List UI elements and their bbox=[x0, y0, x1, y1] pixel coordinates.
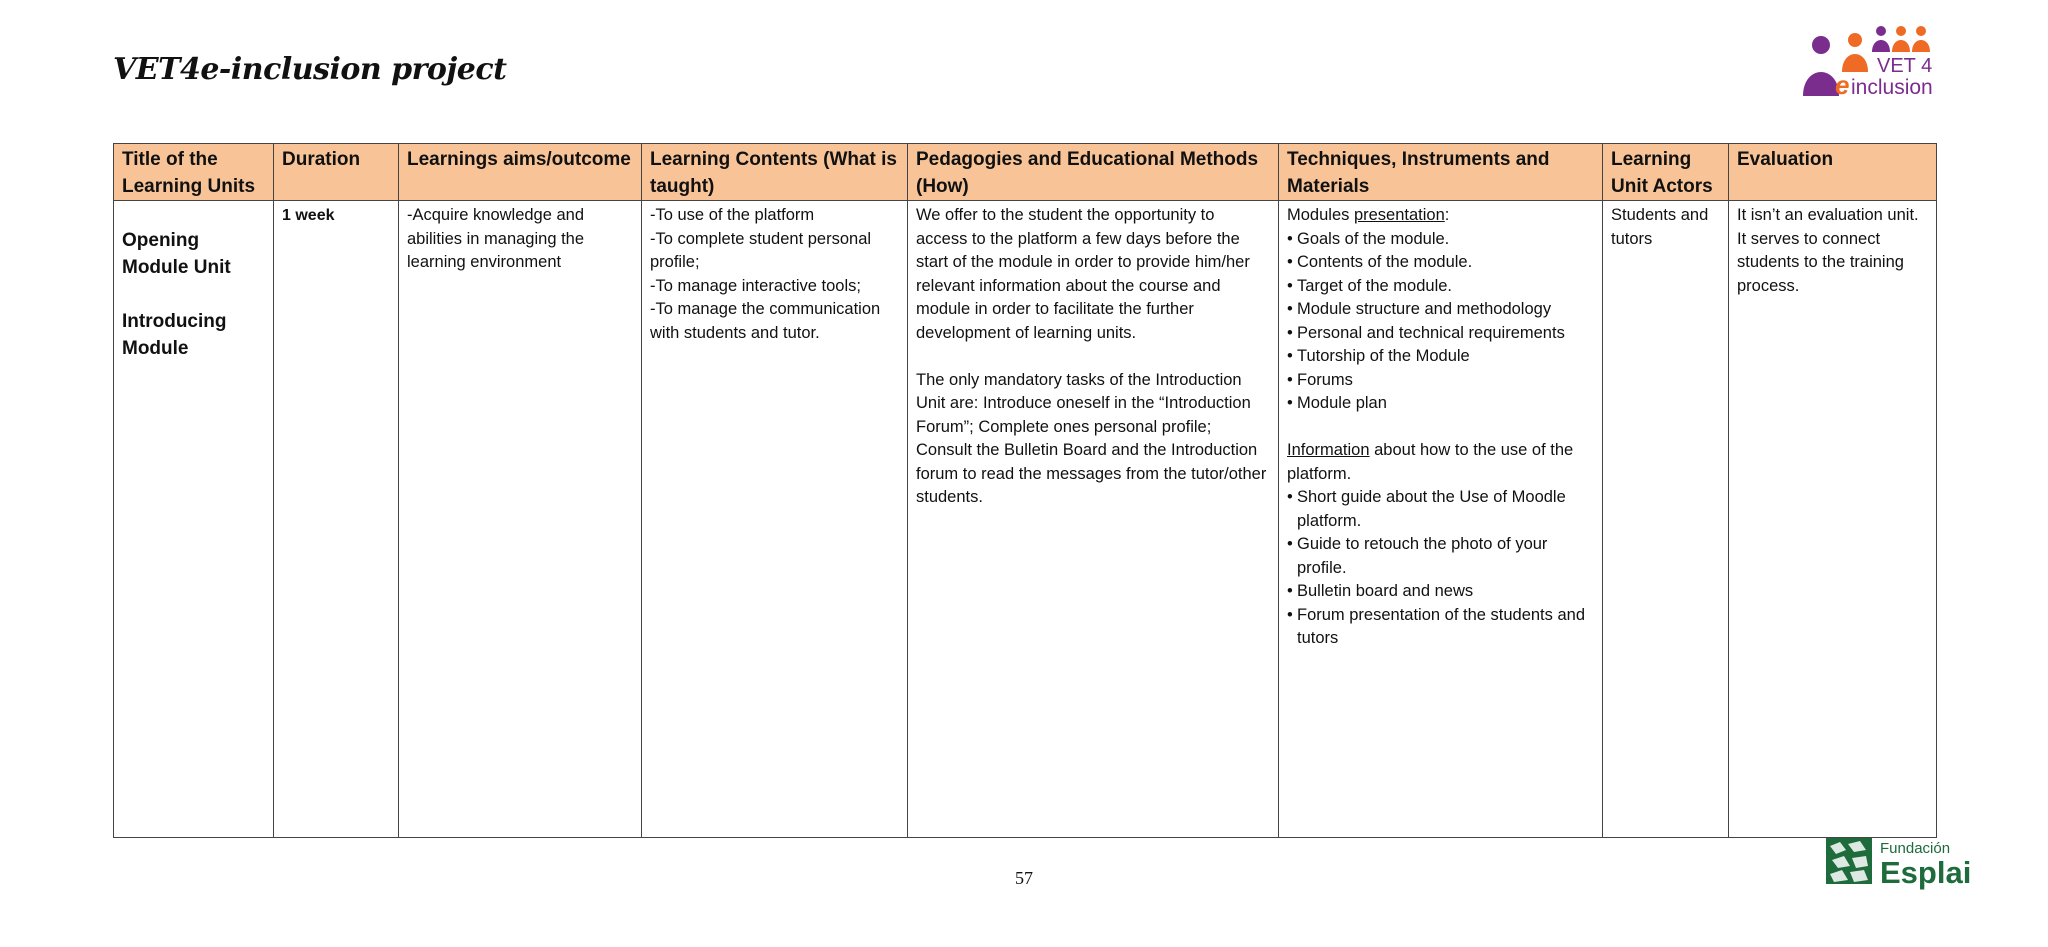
list-item: • Short guide about the Use of Moodle platform. bbox=[1287, 486, 1594, 533]
document-title: VET4e-inclusion project bbox=[113, 52, 507, 87]
unit-title-introducing: Introducing Module bbox=[122, 311, 227, 359]
modules-presentation-heading: Modules presentation: bbox=[1287, 206, 1450, 224]
actors-cell bbox=[1603, 201, 1729, 838]
unit-title-cell bbox=[114, 201, 274, 838]
content-item: -To manage the communication with students and tutor. bbox=[650, 300, 881, 342]
unit-title-opening: Opening Module Unit bbox=[122, 230, 231, 278]
header-pedagogies: Pedagogies and Educational Methods (How) bbox=[908, 144, 1279, 201]
list-item: • Forums bbox=[1287, 369, 1594, 393]
header-aims: Learnings aims/outcome bbox=[399, 144, 642, 201]
header-evaluation: Evaluation bbox=[1729, 144, 1937, 201]
header-title: Title of the Learning Units bbox=[114, 144, 274, 201]
header-duration: Duration bbox=[274, 144, 399, 201]
content-item: -To manage interactive tools; bbox=[650, 276, 861, 295]
evaluation-line: It isn’t an evaluation unit. bbox=[1737, 206, 1919, 224]
header-contents: Learning Contents (What is taught) bbox=[642, 144, 908, 201]
aims-text: -Acquire knowledge and abilities in managing the learning environment bbox=[407, 206, 585, 271]
fundacion-esplai-logo bbox=[1826, 836, 1972, 890]
page-number: 57 bbox=[1015, 868, 1033, 888]
pedagogies-cell bbox=[908, 201, 1279, 838]
list-item: • Goals of the module. bbox=[1287, 228, 1594, 252]
evaluation-cell bbox=[1729, 201, 1937, 838]
svg-text:VET 4: VET 4 bbox=[1877, 55, 1933, 77]
list-item: • Module plan bbox=[1287, 392, 1594, 416]
header-techniques: Techniques, Instruments and Materials bbox=[1279, 144, 1603, 201]
aims-cell bbox=[399, 201, 642, 838]
header-actors: Learning Unit Actors bbox=[1603, 144, 1729, 201]
list-item: • Contents of the module. bbox=[1287, 251, 1594, 275]
pedagogies-paragraph-2: The only mandatory tasks of the Introduction Unit are: Introduce oneself in the “Introduction Forum”; Complete ones personal profile; Consult the Bulletin Board and the Introduction forum to read the messages from the tutor/other students. bbox=[916, 370, 1267, 506]
list-item: • Target of the module. bbox=[1287, 275, 1594, 299]
svg-text:Fundación: Fundación bbox=[1880, 840, 1951, 857]
svg-text:e: e bbox=[1835, 70, 1850, 100]
content-item: -To use of the platform bbox=[650, 206, 815, 224]
svg-text:inclusion: inclusion bbox=[1851, 76, 1933, 99]
information-list bbox=[1287, 486, 1594, 651]
svg-text:Esplai: Esplai bbox=[1880, 855, 1972, 890]
list-item: • Guide to retouch the photo of your profile. bbox=[1287, 533, 1594, 580]
list-item: • Bulletin board and news bbox=[1287, 580, 1594, 604]
actors-text: Students and tutors bbox=[1611, 206, 1709, 248]
information-heading: Information about how to the use of the platform. bbox=[1287, 441, 1574, 483]
duration-value: 1 week bbox=[282, 207, 335, 224]
techniques-cell bbox=[1279, 201, 1603, 838]
pedagogies-paragraph-1: We offer to the student the opportunity to access to the platform a few days before the start of the module in order to provide him/her relevant information about the course and module in order to facilitate the further development of learning units. bbox=[916, 206, 1250, 342]
content-item: -To complete student personal profile; bbox=[650, 229, 872, 271]
contents-cell bbox=[642, 201, 908, 838]
list-item: • Module structure and methodology bbox=[1287, 298, 1594, 322]
list-item: • Personal and technical requirements bbox=[1287, 322, 1594, 346]
evaluation-line: It serves to connect students to the training process. bbox=[1737, 229, 1904, 295]
vet4e-inclusion-logo bbox=[1795, 24, 1941, 100]
duration-cell bbox=[274, 201, 399, 838]
table-row bbox=[114, 201, 1937, 838]
list-item: • Tutorship of the Module bbox=[1287, 345, 1594, 369]
learning-units-table bbox=[113, 143, 1937, 838]
table-header-row bbox=[114, 144, 1937, 201]
modules-list bbox=[1287, 228, 1594, 416]
list-item: • Forum presentation of the students and tutors bbox=[1287, 604, 1594, 651]
